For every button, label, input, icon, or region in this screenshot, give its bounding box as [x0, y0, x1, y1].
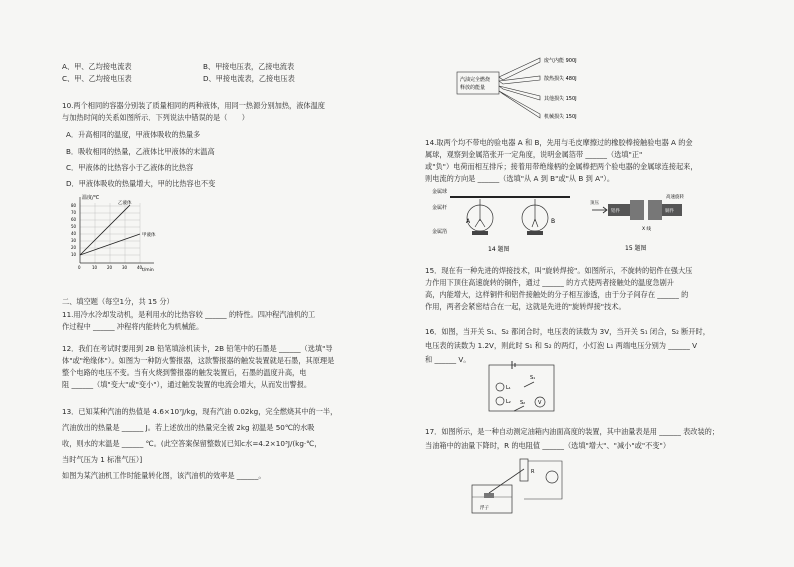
label-float: 浮子 — [480, 506, 489, 511]
y-tick: 50 — [71, 224, 77, 229]
x-tick-labels — [78, 265, 143, 270]
q15-welding-figure — [590, 190, 700, 258]
q15-line4: 作用，两者会紧密结合在一起，这就是先进的"旋转焊接"技术。 — [425, 302, 626, 311]
q9-option-a: A、甲、乙均接电流表 — [62, 62, 132, 71]
lever-arm — [489, 469, 524, 493]
label-s2: S₂ — [520, 400, 526, 406]
q14-electroscope-figure — [430, 185, 580, 257]
y-tick-labels — [71, 203, 77, 257]
label-aluminum: 铝件 — [611, 209, 620, 214]
y-tick: 70 — [71, 210, 77, 215]
switch-s2 — [514, 406, 524, 411]
q14-figure-caption: 14 题图 — [488, 246, 510, 253]
x-axis-label: t/min — [142, 268, 154, 273]
q16-line1: 16．如图，当开关 S₁、S₂ 都闭合时，电压表的读数为 3V，当开关 S₁ 闭合，S₂ 断开时， — [425, 327, 710, 336]
y-axis-label: 温度/℃ — [82, 195, 100, 201]
label-l2: L₂ — [506, 399, 511, 405]
x-tick: 30 — [122, 265, 128, 270]
energy-source-label: 汽油完全燃烧 — [460, 77, 491, 83]
q14-line2: 属球，观察到金属箔张开一定角度，说明金属箔带 ______（选填"正" — [425, 150, 643, 159]
label-b: B — [551, 218, 556, 225]
q10-option-c: C．甲液体的比热容小于乙液体的比热容 — [66, 163, 194, 172]
label-spin: 高速旋转 — [666, 195, 684, 200]
switch-s1 — [524, 382, 534, 387]
clamp-left — [630, 200, 644, 220]
label-a: A — [466, 218, 471, 225]
series-line-a — [80, 205, 130, 255]
y-tick: 20 — [71, 245, 77, 250]
q14-line3: 或"负"）电荷而相互排斥；接着用带绝缘柄的金属棒把两个验电器的金属球连接起来， — [425, 162, 698, 171]
x-tick: 0 — [78, 265, 81, 270]
q15-line2: 力作用下顶住高速旋转的铜件，通过 ______ 的方式使两者接触处的温度急剧升 — [425, 278, 674, 287]
q13-line4: 当时气压为 1 标准气压）] — [62, 455, 143, 464]
q12-line1: 12．我们在考试时要用到 2B 铅笔填涂机读卡，2B 铅笔中的石墨是 ______（选填"导 — [62, 344, 333, 353]
q13-line5: 如图为某汽油机工作时能量转化图，该汽油机的效率是 ______。 — [62, 471, 266, 480]
q12-line4: 阻 ______（填"变大"或"变小"），通过触发装置的电流会增大，从而发出警报。 — [62, 380, 312, 389]
x-tick: 10 — [92, 265, 98, 270]
energy-output-4: 机械损失 150J — [544, 114, 577, 120]
label-metal-rod: 金属杆 — [432, 205, 448, 211]
q16-circuit-figure — [484, 357, 564, 417]
label-v: V — [538, 400, 542, 406]
energy-output-1: 废气内能 900J — [544, 58, 577, 64]
y-tick: 30 — [71, 238, 77, 243]
label-metal-foil: 金属箔 — [432, 229, 448, 235]
q15-line1: 15．现在有一种先进的焊接技术，叫"旋转焊接"。如图所示，不旋转的铝件在强大压 — [425, 266, 693, 275]
q12-line3: 整个电路的电压不变。当有火烧到警报器的触发装置后，石墨的温度升高，电 — [62, 368, 307, 377]
lamp-l1 — [496, 383, 504, 391]
q10-option-d: D．甲液体吸收的热量增大，甲的比热容也不变 — [66, 179, 216, 188]
q10-temperature-graph — [68, 193, 168, 273]
q16-line2: 电压表的读数为 1.2V，则此时 S₁ 和 S₂ 的两灯，小灯泡 L₁ 两端电压分别为 ______ V — [425, 341, 698, 350]
x-tick: 20 — [107, 265, 113, 270]
label-push: 顶压 — [590, 201, 599, 206]
q9-option-b: B、甲接电压表，乙接电流表 — [203, 62, 295, 71]
clamp-right — [648, 200, 662, 220]
energy-output-3: 其他损失 150J — [544, 96, 577, 102]
q13-line2: 汽油放出的热量是 ______ J。若上述放出的热量完全被 2kg 初温是 50℃的水吸 — [62, 423, 315, 432]
q9-option-c: C、甲、乙均接电压表 — [62, 74, 132, 83]
q16-line3: 和 ______ V。 — [425, 355, 471, 364]
label-r: R — [531, 469, 535, 475]
q17-fuel-gauge-figure — [462, 455, 572, 519]
q9-option-d: D、甲接电流表，乙接电压表 — [203, 74, 295, 83]
fuel-tank — [472, 485, 512, 513]
q14-line1: 14.取两个均不带电的验电器 A 和 B，先用与毛皮摩擦过的橡胶棒接触验电器 A 的金 — [425, 138, 693, 147]
q11-line1: 11.用冷水冷却发动机，是利用水的比热容较 ______ 的特性。四冲程汽油机的工 — [62, 310, 316, 319]
label-s1: S₁ — [530, 375, 536, 381]
energy-arrow-3 — [499, 86, 540, 100]
q13-line3: 收，则水的末温是 ______ ℃。(此空答案保留整数)[已知c水=4.2×10³J/(kg·℃， — [62, 439, 322, 448]
energy-arrow-4 — [499, 91, 540, 118]
q10-stem-line1: 10.两个相同的容器分别装了质量相同的两种液体，用同一热源分别加热，液体温度 — [62, 101, 325, 110]
label-metal-ball: 金属球 — [432, 189, 448, 195]
float — [484, 493, 494, 498]
label-l1: L₁ — [506, 385, 511, 391]
section2-heading: 二、填空题（每空1分，共 15 分） — [62, 297, 174, 306]
q13-line1: 13．已知某种汽油的热值是 4.6×10⁷J/kg，现有汽油 0.02kg，完全燃烧其中的一半， — [62, 407, 338, 416]
gauge-wiring — [524, 461, 562, 499]
y-tick: 60 — [71, 217, 77, 222]
label-copper: 铜件 — [665, 209, 674, 214]
y-tick: 80 — [71, 203, 77, 208]
energy-flow-diagram — [455, 52, 615, 124]
energy-arrow-2 — [499, 76, 540, 84]
energy-source-label-2: 释放的能量 — [460, 85, 486, 91]
resistor-r — [520, 459, 528, 481]
q17-line1: 17．如图所示，是一种自动测定油箱内油面高度的装置，其中油量表是用 ______ 表改装的； — [425, 427, 720, 436]
series-label-a: 乙液体 — [118, 201, 132, 206]
q10-option-b: B．吸收相同的热量，乙液体比甲液体的末温高 — [66, 147, 215, 156]
q10-stem-line2: 与加热时间的关系如图所示．下列说法中错误的是（ ） — [62, 113, 249, 122]
q17-line2: 当油箱中的油量下降时，R 的电阻值 ______（选填"增大"、"减小"或"不变"） — [425, 441, 671, 450]
series-label-b: 甲液体 — [142, 233, 156, 238]
label-x: X 线 — [642, 227, 652, 232]
y-tick: 10 — [71, 252, 77, 257]
q14-line4: 则电流的方向是 ______（选填"从 A 到 B"或"从 B 到 A"）。 — [425, 174, 615, 183]
x-tick: 40 — [137, 265, 143, 270]
energy-output-2: 散热损失 480J — [544, 76, 577, 82]
y-tick: 40 — [71, 231, 77, 236]
q12-line2: 体"或"绝缘体"）。如图为一种防火警报器，这款警报器的触发装置就是石墨，其原理是 — [62, 356, 335, 365]
q11-line2: 作过程中 ______ 冲程将内能转化为机械能。 — [62, 322, 204, 331]
fuel-gauge-meter — [546, 471, 558, 483]
q15-figure-caption: 15 题图 — [625, 245, 647, 252]
q15-line3: 高，内能增大，这样铜件和铝件接触处的分子相互渗透，由于分子间存在 ______ 的 — [425, 290, 689, 299]
lamp-l2 — [496, 397, 504, 405]
graph-grid — [80, 203, 140, 263]
q10-option-a: A．升高相同的温度，甲液体吸收的热量多 — [66, 130, 201, 139]
